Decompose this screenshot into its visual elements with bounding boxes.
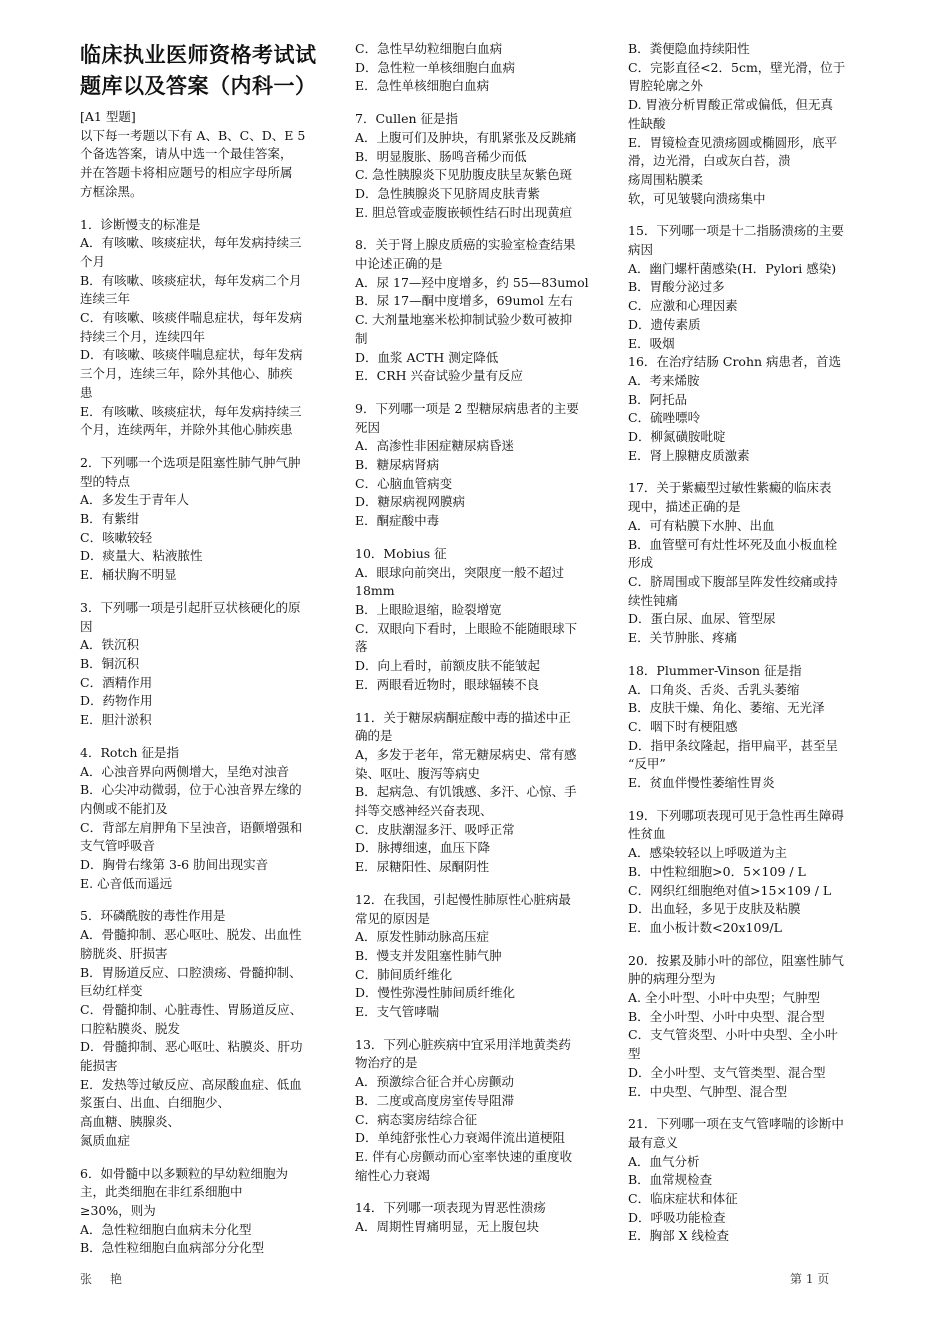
text-line: B．粪便隐血持续阳性 — [628, 41, 750, 56]
text-line: E．两眼看近物时，眼球辐辏不良 — [355, 676, 540, 692]
paragraph-gap — [80, 202, 336, 216]
text-line: A．尿 17—羟中度增多，约 55—83umol — [355, 274, 589, 290]
page-title — [80, 40, 336, 102]
text-line: D．柳氮磺胺吡啶 — [628, 429, 726, 445]
text-line: D．骨髓抑制、恶心呕吐、粘膜炎、肝功 — [80, 1039, 303, 1055]
text-line: B．急性粒细胞白血病部分分化型 — [80, 1240, 265, 1256]
text-line: 疡周围粘膜柔 — [628, 171, 704, 187]
text-line: 2．下列哪一个选项是阻塞性肺气肿气肿 — [80, 454, 301, 470]
text-line: E．桶状胸不明显 — [80, 567, 177, 583]
text-line: C．咽下时有梗阻感 — [628, 718, 738, 734]
text-line: C. 大剂量地塞米松抑制试验少数可被抑 — [355, 312, 573, 328]
text-line: 方框涂黑。 — [80, 183, 143, 199]
text-line: E．急性单核细胞白血病 — [355, 78, 490, 94]
text-line: 最有意义 — [628, 1134, 679, 1150]
text-line: 8．关于肾上腺皮质癌的实验室检查结果 — [355, 237, 576, 253]
text-line: 内侧或不能扪及 — [80, 800, 168, 816]
text-line: 肿的病理分型为 — [628, 971, 716, 987]
text-line: D．慢性弥漫性肺间质纤维化 — [355, 985, 516, 1001]
text-line: [A1 型题] — [80, 109, 136, 124]
text-line: B．二度或高度房室传导阻滞 — [355, 1092, 515, 1108]
text-line: B．全小叶型、小叶中央型、混合型 — [628, 1008, 825, 1024]
text-line: C．病态窦房结综合征 — [355, 1111, 478, 1127]
text-line: B．胃肠道反应、口腔溃疡、骨髓抑制、 — [80, 964, 302, 980]
text-line: 个月 — [80, 253, 106, 269]
text-line: 21．下列哪一项在支气管哮喘的诊断中 — [628, 1116, 844, 1132]
text-line: C．心脑血管病变 — [355, 475, 453, 491]
paragraph-gap — [628, 1101, 876, 1115]
text-line: C．双眼向下看时，上眼睑不能随眼球下 — [355, 620, 578, 636]
text-line: C．网织红细胞绝对值>15×109 / L — [628, 882, 832, 898]
text-line: B．中性粒细胞>0．5×109 / L — [628, 863, 806, 879]
text-line: 软，可见皱襞向溃疡集中 — [628, 190, 766, 206]
paragraph-gap — [628, 938, 876, 952]
text-line: C．急性早幼粒细胞白血病 — [355, 41, 503, 56]
text-line: 7．Cullen 征是指 — [355, 111, 458, 127]
text-line: E. 胆总管或壶腹嵌顿性结石时出现黄疸 — [355, 204, 573, 220]
text-line: C. 急性胰腺炎下见肋腹皮肤呈灰紫色斑 — [355, 167, 573, 183]
text-line: 形成 — [628, 555, 654, 571]
text-line: B．上眼睑退缩，睑裂增宽 — [355, 601, 502, 617]
text-line: B．心尖冲动微弱，位于心浊音界左缘的 — [80, 782, 302, 798]
text-line: E．血小板计数<20x109/L — [628, 919, 782, 935]
text-line: 三个月，连续三年，除外其他心、肺疾 — [80, 366, 293, 382]
title-line: 临床执业医师资格考试试 — [80, 43, 317, 67]
text-line: B．尿 17—酮中度增多，69umol 左右 — [355, 293, 573, 309]
text-line: 3．下列哪一项是引起肝豆状核硬化的原 — [80, 599, 301, 615]
text-line: 膀胱炎、肝损害 — [80, 945, 168, 961]
paragraph-gap — [355, 222, 607, 236]
text-line: 支气管呼吸音 — [80, 838, 156, 854]
text-line: A．上腹可们及肿块，有肌紧张及反跳痛 — [355, 129, 577, 145]
text-line: D．蛋白尿、血尿、管型尿 — [628, 611, 776, 627]
text-line: 12．在我国，引起慢性肺原性心脏病最 — [355, 891, 571, 907]
text-line: A．铁沉积 — [80, 637, 140, 653]
text-line: 能损害 — [80, 1058, 118, 1074]
text-line: B．阿托品 — [628, 391, 688, 407]
paragraph-gap — [80, 585, 336, 599]
text-line: 现中，描述正确的是 — [628, 499, 741, 515]
text-line: B．血常规检查 — [628, 1172, 713, 1188]
text-line: D．向上看时，前额皮肤不能皱起 — [355, 658, 541, 674]
text-line: D．呼吸功能检查 — [628, 1209, 726, 1225]
text-line: B．起病急、有饥饿感、多汗、心惊、手 — [355, 784, 577, 800]
text-line: B．铜沉积 — [80, 655, 140, 671]
text-line: A．急性粒细胞白血病未分化型 — [80, 1221, 252, 1237]
text-line: 1．诊断慢支的标准是 — [80, 216, 201, 232]
paragraph-gap — [80, 730, 336, 744]
text-line: A．考来烯胺 — [628, 372, 700, 388]
text-line: E．肾上腺糖皮质激素 — [628, 447, 750, 463]
paragraph-gap — [355, 531, 607, 545]
text-line: 口腔粘膜炎、脱发 — [80, 1020, 181, 1036]
text-line: 中论述正确的是 — [355, 256, 443, 272]
column-2 — [355, 40, 607, 1237]
text-line: 抖等交感神经兴奋表现、 — [355, 803, 493, 819]
paragraph-gap — [628, 465, 876, 479]
column-2-text — [355, 40, 607, 1237]
text-line: 缩性心力衰竭 — [355, 1167, 431, 1183]
title-line: 题库以及答案（内科一） — [80, 74, 317, 98]
text-line: 16．在治疗结肠 Crohn 病患者，首选 — [628, 354, 842, 370]
text-line: 个备选答案，请从中选一个最佳答案， — [80, 146, 293, 162]
text-line: D．药物作用 — [80, 693, 153, 709]
text-line: 滑，边光滑，白或灰白苔，溃 — [628, 153, 791, 169]
text-line: 持续三个月，连续四年 — [80, 328, 206, 344]
paragraph-gap — [80, 440, 336, 454]
text-line: 制 — [355, 330, 368, 346]
text-line: “反甲” — [628, 756, 666, 772]
text-line: A．幽门螺杆菌感染(H．Pylori 感染) — [628, 260, 837, 276]
text-line: D．出血轻，多见于皮肤及粘膜 — [628, 901, 801, 917]
text-line: 落 — [355, 639, 368, 655]
text-line: 性贫血 — [628, 826, 666, 842]
text-line: D．急性粒一单核细胞白血病 — [355, 59, 516, 75]
text-line: 6．如骨髓中以多颗粒的早幼粒细胞为 — [80, 1165, 288, 1181]
text-line: A．口角炎、舌炎、舌乳头萎缩 — [628, 681, 800, 697]
text-line: 死因 — [355, 419, 381, 435]
text-line: E．胃镜检查见溃疡圆或椭圆形，底平 — [628, 134, 838, 150]
text-line: D．单纯舒张性心力衰竭伴流出道梗阻 — [355, 1130, 566, 1146]
paragraph-gap — [628, 208, 876, 222]
text-line: E．酮症酸中毒 — [355, 513, 440, 529]
text-line: A．骨髓抑制、恶心呕吐、脱发、出血性 — [80, 927, 302, 943]
text-line: E．发热等过敏反应、高尿酸血症、低血 — [80, 1076, 302, 1092]
text-line: 并在答题卡将相应题号的相应字母所属 — [80, 165, 293, 181]
text-line: A．有咳嗽、咳痰症状，每年发病持续三 — [80, 235, 302, 251]
text-line: A．血气分析 — [628, 1153, 700, 1169]
text-line: 物治疗的是 — [355, 1055, 418, 1071]
text-line: 4．Rotch 征是指 — [80, 744, 179, 760]
text-line: E. 伴有心房颤动而心室率快速的重度收 — [355, 1148, 573, 1164]
column-3 — [628, 40, 876, 1246]
paragraph-gap — [355, 877, 607, 891]
text-line: 因 — [80, 618, 93, 634]
paragraph-gap — [80, 893, 336, 907]
text-line: C．应激和心理因素 — [628, 298, 738, 314]
text-line: 9．下列哪一项是 2 型糖尿病患者的主要 — [355, 400, 579, 416]
text-line: 15．下列哪一项是十二指肠溃疡的主要 — [628, 223, 844, 239]
text-line: 高血糖、胰腺炎、 — [80, 1114, 181, 1130]
text-line: C．背部左肩胛角下呈浊音，语颤增强和 — [80, 819, 303, 835]
text-line: D．全小叶型、支气管类型、混合型 — [628, 1064, 826, 1080]
paragraph-gap — [628, 648, 876, 662]
text-line: B．明显腹胀、肠鸣音稀少而低 — [355, 148, 527, 164]
text-line: E．贫血伴慢性萎缩性胃炎 — [628, 775, 775, 791]
text-line: 18．Plummer-Vinson 征是指 — [628, 662, 802, 678]
text-line: 17．关于紫癜型过敏性紫癜的临床表 — [628, 480, 832, 496]
text-line: D. 胃液分析胃酸正常或偏低，但无真 — [628, 97, 834, 113]
text-line: D．痰量大、粘液脓性 — [80, 548, 203, 564]
text-line: 续性钝痛 — [628, 592, 679, 608]
text-line: 以下每一考题以下有 A、B、C、D、E 5 — [80, 127, 306, 143]
text-line: C．皮肤潮湿多汗、吸呼正常 — [355, 821, 515, 837]
text-line: 个月，连续两年，并除外其他心肺疾患 — [80, 422, 293, 438]
text-line: 病因 — [628, 242, 654, 258]
text-line: C．酒精作用 — [80, 674, 153, 690]
text-line: 13．下列心脏疾病中宜采用洋地黄类药 — [355, 1036, 571, 1052]
text-line: E．CRH 兴奋试验少量有反应 — [355, 368, 523, 384]
text-line: 19．下列哪项表现可见于急性再生障碍 — [628, 807, 844, 823]
column-1 — [80, 40, 336, 1258]
text-line: A，多发于老年，常无糖尿病史、常有感 — [355, 746, 577, 762]
text-line: A．感染较轻以上呼吸道为主 — [628, 845, 788, 861]
text-line: D．急性胰腺炎下见脐周皮肤青紫 — [355, 185, 541, 201]
text-line: 5．环磷酰胺的毒性作用是 — [80, 908, 226, 924]
text-line: B．血管壁可有灶性坏死及血小板血栓 — [628, 536, 838, 552]
text-line: A．多发生于青年人 — [80, 492, 190, 508]
text-line: D．指甲条纹隆起，指甲扁平，甚至呈 — [628, 737, 839, 753]
paragraph-gap — [80, 1151, 336, 1165]
text-line: 型的特点 — [80, 473, 131, 489]
text-line: 连续三年 — [80, 291, 131, 307]
text-line: A. 全小叶型、小叶中央型；气肿型 — [628, 990, 820, 1006]
text-line: 浆蛋白、出血、白细胞少、 — [80, 1095, 231, 1111]
paragraph-gap — [355, 386, 607, 400]
text-line: C．脐周围或下腹部呈阵发性绞痛或持 — [628, 573, 838, 589]
text-line: B．糖尿病肾病 — [355, 457, 440, 473]
text-line: 胃腔轮廓之外 — [628, 78, 704, 94]
text-line: A．原发性肺动脉高压症 — [355, 929, 490, 945]
text-line: B．胃酸分泌过多 — [628, 279, 725, 295]
text-line: A．眼球向前突出，突限度一般不超过 — [355, 564, 565, 580]
text-line: C．支气管炎型、小叶中央型、全小叶 — [628, 1027, 838, 1043]
text-line: E．胸部 X 线检查 — [628, 1228, 729, 1244]
text-line: A．预激综合征合并心房颤动 — [355, 1074, 515, 1090]
text-line: A．周期性胃痛明显，无上腹包块 — [355, 1219, 540, 1235]
text-line: A．高渗性非困症糖尿病昏迷 — [355, 438, 515, 454]
text-line: 14．下列哪一项表现为胃恶性溃疡 — [355, 1200, 546, 1216]
paragraph-gap — [355, 1022, 607, 1036]
text-line: C．临床症状和体征 — [628, 1191, 738, 1207]
column-1-text — [80, 108, 336, 1258]
text-line: C．骨髓抑制、心脏毒性、胃肠道反应、 — [80, 1001, 303, 1017]
text-line: B．皮肤干燥、角化、萎缩、无光泽 — [628, 700, 825, 716]
text-line: 主，此类细胞在非红系细胞中 — [80, 1184, 243, 1200]
paragraph-gap — [355, 695, 607, 709]
paragraph-gap — [628, 793, 876, 807]
text-line: D．糖尿病视网膜病 — [355, 494, 466, 510]
text-line: A．心浊音界向两侧增大，呈绝对浊音 — [80, 763, 290, 779]
text-line: D．脉搏细速，血压下降 — [355, 840, 491, 856]
text-line: E．尿糖阳性、尿酮阴性 — [355, 859, 490, 875]
text-line: E. 心音低而遥远 — [80, 875, 173, 891]
text-line: B．慢支并发阻塞性肺气肿 — [355, 947, 502, 963]
footer-author: 张艳 — [80, 1272, 141, 1286]
text-line: C．硫唑嘌呤 — [628, 410, 701, 426]
text-line: E．关节肿胀、疼痛 — [628, 630, 738, 646]
text-line: B．有咳嗽、咳痰症状，每年发病二个月 — [80, 272, 302, 288]
text-line: D．胸骨右缘第 3-6 肋间出现实音 — [80, 857, 269, 873]
text-line: 巨幼红样变 — [80, 983, 143, 999]
text-line: 染、呕吐、腹泻等病史 — [355, 765, 481, 781]
text-line: 常见的原因是 — [355, 910, 431, 926]
text-line: B．有紫绀 — [80, 511, 140, 527]
text-line: 患 — [80, 384, 93, 400]
text-line: 18mm — [355, 583, 395, 599]
text-line: D．遗传素质 — [628, 316, 701, 332]
text-line: ≥30%，则为 — [80, 1202, 156, 1218]
paragraph-gap — [355, 1185, 607, 1199]
text-line: 确的是 — [355, 728, 393, 744]
text-line: 型 — [628, 1046, 641, 1062]
text-line: 11．关于糖尿病酮症酸中毒的描述中正 — [355, 709, 571, 725]
column-3-text — [628, 40, 876, 1246]
text-line: C．咳嗽较轻 — [80, 529, 153, 545]
footer-page-number: 第 1 页 — [790, 1272, 830, 1286]
text-line: 10．Mobius 征 — [355, 545, 447, 561]
text-line: E．胆汁淤积 — [80, 712, 152, 728]
paragraph-gap — [355, 96, 607, 110]
text-line: E．有咳嗽、咳痰症状，每年发病持续三 — [80, 403, 302, 419]
text-line: D．有咳嗽、咳痰伴喘息症状，每年发病 — [80, 347, 303, 363]
text-line: D．血浆 ACTH 测定降低 — [355, 349, 499, 365]
text-line: A．可有粘膜下水肿、出血 — [628, 517, 775, 533]
text-line: C．完影直径<2．5cm，壁光滑，位于 — [628, 59, 846, 75]
text-line: E．中央型、气肿型、混合型 — [628, 1083, 788, 1099]
text-line: C．肺间质纤维化 — [355, 966, 453, 982]
text-line: 性缺酸 — [628, 115, 666, 131]
text-line: 氮质血症 — [80, 1132, 131, 1148]
text-line: 20．按累及肺小叶的部位，阻塞性肺气 — [628, 952, 844, 968]
text-line: E．吸烟 — [628, 335, 675, 351]
text-line: E．支气管哮喘 — [355, 1004, 440, 1020]
text-line: C．有咳嗽、咳痰伴喘息症状，每年发病 — [80, 310, 303, 326]
